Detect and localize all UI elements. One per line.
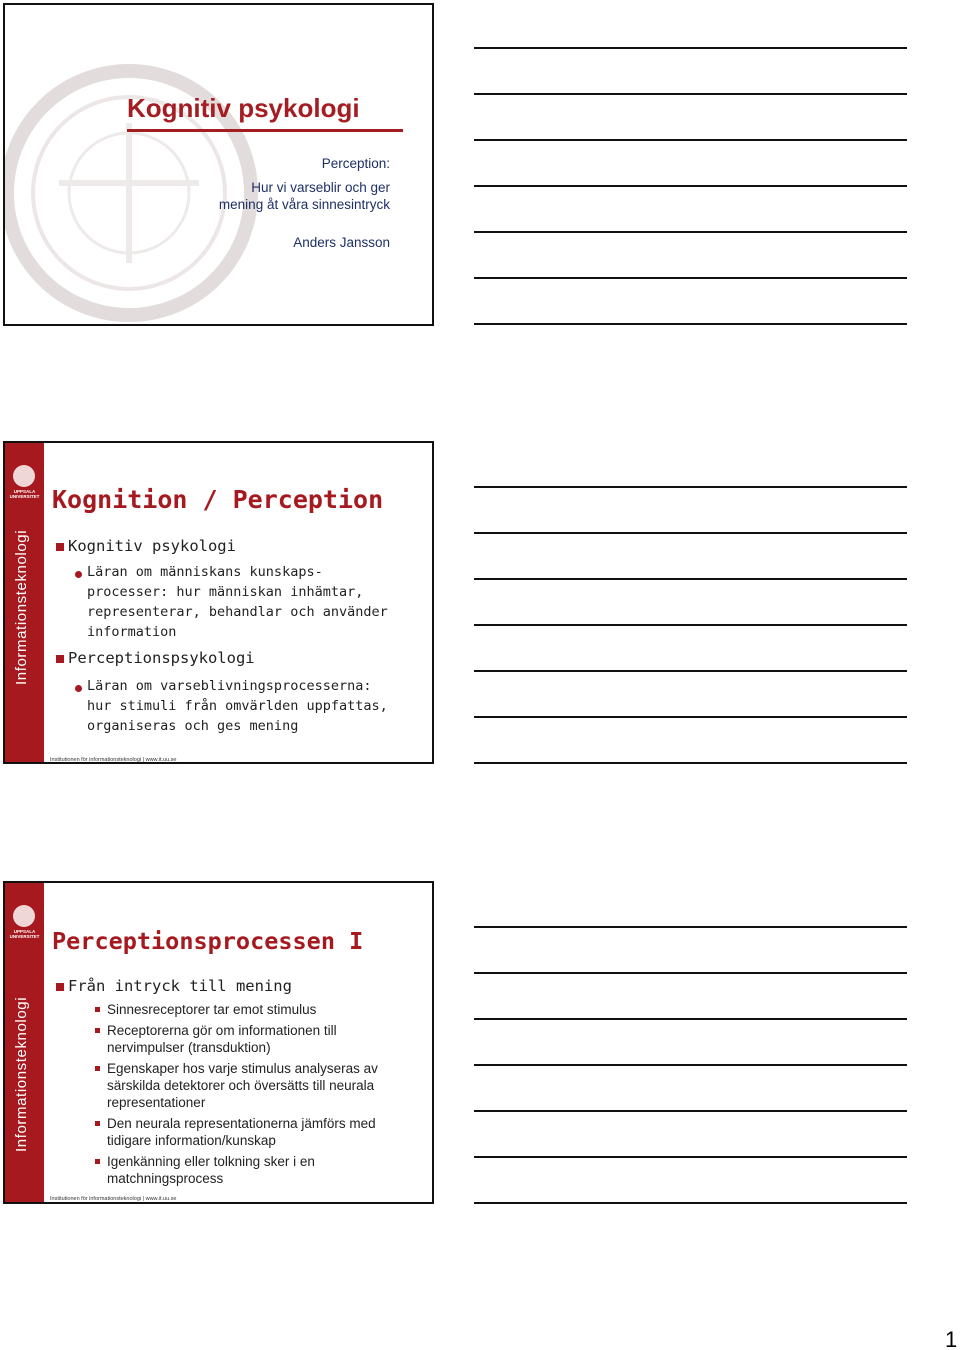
bullet-1: Från intryck till mening xyxy=(68,977,292,995)
note-line xyxy=(474,578,907,580)
note-line xyxy=(474,1018,907,1020)
note-line xyxy=(474,1064,907,1066)
logo-caption: UPPSALA UNIVERSITET xyxy=(9,929,40,939)
sub-bullet-2-line-2: hur stimuli från omvärlden uppfattas, xyxy=(87,698,388,714)
dot-bullet-icon xyxy=(75,685,82,692)
note-line xyxy=(474,1110,907,1112)
note-line xyxy=(474,1202,907,1204)
title-underline xyxy=(127,129,403,132)
note-line xyxy=(474,185,907,187)
note-line xyxy=(474,670,907,672)
page-number: 1 xyxy=(945,1327,958,1350)
small-square-bullet-icon xyxy=(95,1066,100,1071)
sub-bullet-2-line-3: organiseras och ges mening xyxy=(87,718,299,734)
sidebar xyxy=(5,443,44,762)
author-name: Anders Jansson xyxy=(293,235,390,250)
note-line xyxy=(474,93,907,95)
note-line xyxy=(474,139,907,141)
note-line xyxy=(474,532,907,534)
note-line xyxy=(474,277,907,279)
note-line xyxy=(474,762,907,764)
small-square-bullet-icon xyxy=(95,1121,100,1126)
sub-bullet-1-line-3: representerar, behandlar och använder xyxy=(87,604,388,620)
sidebar xyxy=(5,883,44,1202)
sidebar-vertical-text: Informationsteknologi xyxy=(13,996,30,1152)
list-item: Sinnesreceptorer tar emot stimulus xyxy=(107,1002,317,1017)
sidebar-vertical-text: Informationsteknologi xyxy=(13,529,30,685)
small-square-bullet-icon xyxy=(95,1159,100,1164)
sub-bullet-1-line-1: Läran om människans kunskaps- xyxy=(87,564,323,580)
slide-title: Kognition / Perception xyxy=(52,485,384,514)
square-bullet-icon xyxy=(56,983,64,991)
slide-1 xyxy=(3,3,434,326)
slide-title: Perceptionsprocessen I xyxy=(52,927,364,955)
slide-footer: Institutionen för informationsteknologi | www.it.uu.se xyxy=(50,757,177,763)
logo-caption: UPPSALA UNIVERSITET xyxy=(9,489,40,499)
note-line xyxy=(474,926,907,928)
bullet-2: Perceptionspsykologi xyxy=(68,649,255,667)
note-line xyxy=(474,231,907,233)
university-logo-icon xyxy=(13,905,35,927)
square-bullet-icon xyxy=(56,655,64,663)
list-item: Den neurala representationerna jämförs med tidigare information/kunskap xyxy=(107,1116,376,1148)
square-bullet-icon xyxy=(56,543,64,551)
note-line xyxy=(474,486,907,488)
note-line xyxy=(474,47,907,49)
university-logo-icon xyxy=(13,465,35,487)
dot-bullet-icon xyxy=(75,571,82,578)
list-item: Receptorerna gör om informationen till nervimpulser (transduktion) xyxy=(107,1023,337,1055)
slide-footer: Institutionen för informationsteknologi | www.it.uu.se xyxy=(50,1196,177,1202)
note-line xyxy=(474,323,907,325)
bullet-1: Kognitiv psykologi xyxy=(68,537,236,555)
note-line xyxy=(474,972,907,974)
subtitle-line-2: Hur vi varseblir och ger xyxy=(251,180,390,195)
sub-bullet-1-line-2: processer: hur människan inhämtar, xyxy=(87,584,364,600)
slide-3 xyxy=(3,881,434,1204)
subtitle-line-1: Perception: xyxy=(321,156,390,171)
small-square-bullet-icon xyxy=(95,1028,100,1033)
list-item: Egenskaper hos varje stimulus analyseras av särskilda detektorer och översätts till neurala representationer xyxy=(107,1061,378,1110)
subtitle-line-3: mening åt våra sinnesintryck xyxy=(218,197,390,212)
sub-bullet-2-line-1: Läran om varseblivningsprocesserna: xyxy=(87,678,372,694)
slide-2 xyxy=(3,441,434,764)
list-item: Igenkänning eller tolkning sker i en matchningsprocess xyxy=(107,1154,315,1186)
note-line xyxy=(474,624,907,626)
note-line xyxy=(474,1156,907,1158)
slide-title: Kognitiv psykologi xyxy=(127,93,360,123)
sub-bullet-1-line-4: information xyxy=(87,624,177,640)
small-square-bullet-icon xyxy=(95,1007,100,1012)
note-line xyxy=(474,716,907,718)
